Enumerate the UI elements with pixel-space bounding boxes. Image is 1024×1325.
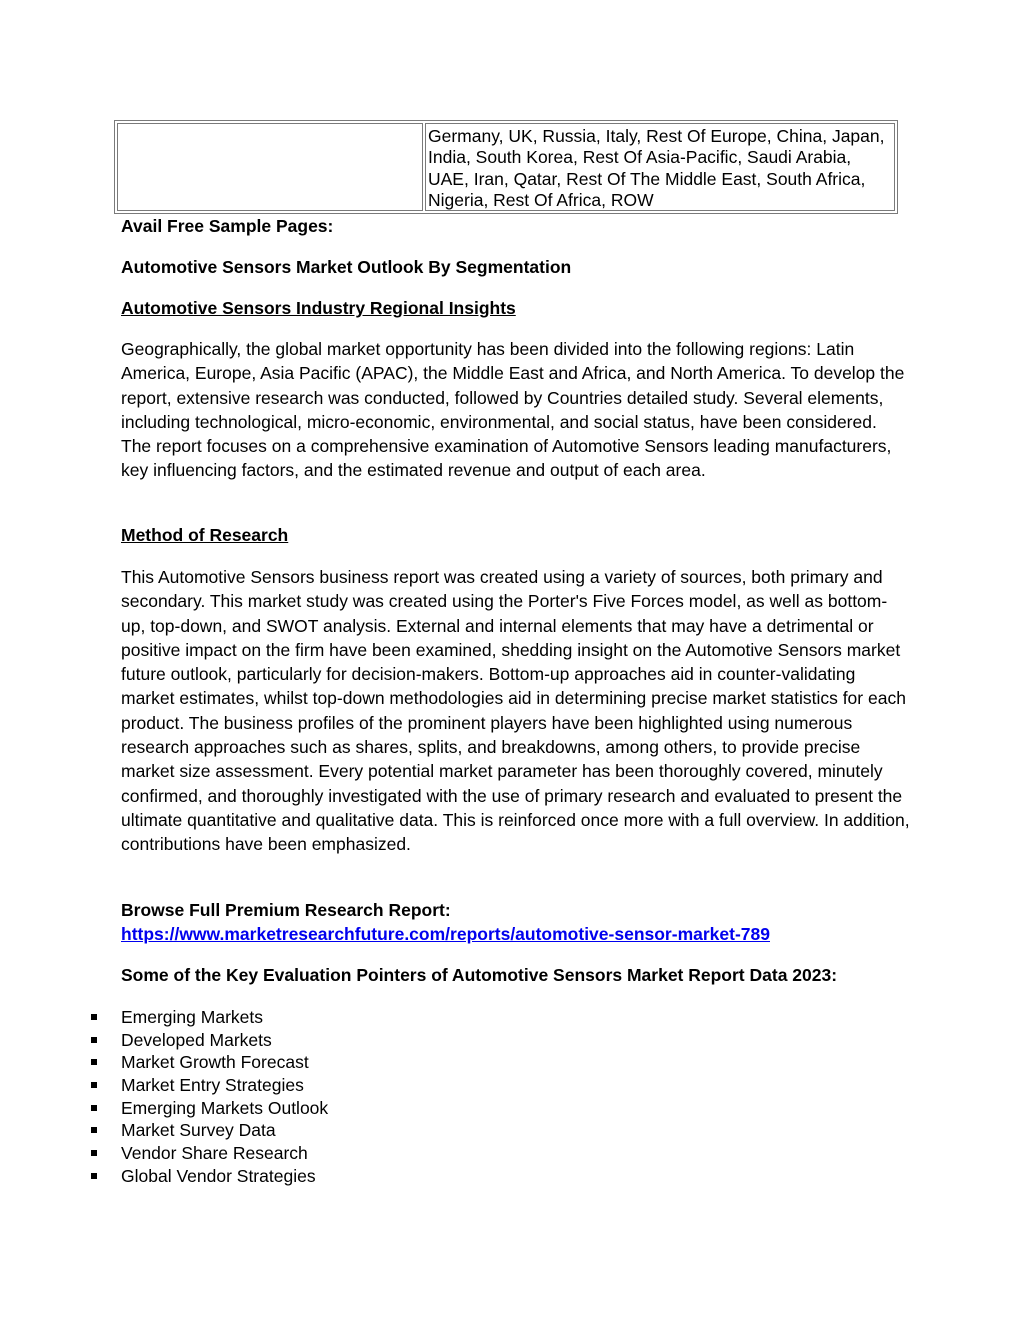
list-item-label: Developed Markets	[121, 1029, 272, 1050]
list-item-label: Market Entry Strategies	[121, 1075, 304, 1096]
square-bullet-icon	[91, 1173, 97, 1179]
list-item	[88, 1142, 328, 1165]
square-bullet-icon	[91, 1059, 97, 1065]
browse-label: Browse Full Premium Research Report:	[121, 900, 451, 920]
browse-block	[121, 898, 911, 947]
method-paragraph: This Automotive Sensors business report was created using a variety of sources, both primary and secondary. This market study was created using the Porter's Five Forces model, as well as bottom-up, top-down, and SWOT analysis. External and internal elements that may have a detrimental or positive impact on the firm have been examined, shedding insight on the Automotive Sensors market future outlook, particularly for decision-makers. Bottom-up approaches aid in counter-validating market estimates, whilst top-down methodologies aid in determining precise market statistics for each product. The business profiles of the prominent players have been highlighted using numerous research approaches such as shares, splits, and breakdowns, among others, to provide precise market size assessment. Every potential market parameter has been thoroughly covered, minutely confirmed, and thoroughly investigated with the use of primary research and evaluated to present the ultimate quantitative and qualitative data. This is reinforced once more with a full overview. In addition, contributions have been emphasized.	[121, 567, 910, 855]
square-bullet-icon	[91, 1105, 97, 1111]
list-item	[88, 1119, 328, 1142]
outlook-heading: Automotive Sensors Market Outlook By Segmentation	[121, 257, 572, 277]
list-item-label: Vendor Share Research	[121, 1143, 308, 1164]
avail-sample-heading: Avail Free Sample Pages:	[121, 216, 334, 236]
list-item-label: Global Vendor Strategies	[121, 1165, 316, 1186]
method-heading: Method of Research	[121, 525, 289, 545]
regional-paragraph: Geographically, the global market opportunity has been divided into the following regions: Latin America, Europe, Asia Pacific (APAC), the Middle East and Africa, and North America. To develop the report, extensive research was conducted, followed by Countries detailed study. Several elements, including technological, micro-economic, environmental, and social status, have been considered. The report focuses on a comprehensive examination of Automotive Sensors leading manufacturers, key influencing factors, and the estimated revenue and output of each area.	[121, 339, 905, 481]
list-item-label: Market Survey Data	[121, 1120, 276, 1141]
list-item	[88, 1165, 328, 1188]
pointers-list	[88, 1006, 328, 1188]
list-item	[88, 1097, 328, 1120]
square-bullet-icon	[91, 1014, 97, 1020]
list-item	[88, 1051, 328, 1074]
square-bullet-icon	[91, 1150, 97, 1156]
square-bullet-icon	[91, 1037, 97, 1043]
square-bullet-icon	[91, 1082, 97, 1088]
list-item	[88, 1029, 328, 1052]
table-cell-empty	[117, 123, 423, 211]
list-item	[88, 1074, 328, 1097]
regions-table	[114, 120, 898, 214]
list-item-label: Market Growth Forecast	[121, 1052, 309, 1073]
report-link[interactable]: https://www.marketresearchfuture.com/reports/automotive-sensor-market-789	[121, 924, 770, 945]
square-bullet-icon	[91, 1127, 97, 1133]
list-item	[88, 1006, 328, 1029]
table-cell-countries: Germany, UK, Russia, Italy, Rest Of Europe, China, Japan, India, South Korea, Rest Of Asia-Pacific, Saudi Arabia, UAE, Iran, Qatar, Rest Of The Middle East, South Africa, Nigeria, Rest Of Africa, ROW	[425, 123, 895, 211]
list-item-label: Emerging Markets	[121, 1007, 263, 1027]
pointers-heading: Some of the Key Evaluation Pointers of Automotive Sensors Market Report Data 2023:	[121, 965, 838, 985]
list-item-label: Emerging Markets Outlook	[121, 1097, 329, 1118]
regional-insights-heading: Automotive Sensors Industry Regional Insights	[121, 298, 516, 318]
